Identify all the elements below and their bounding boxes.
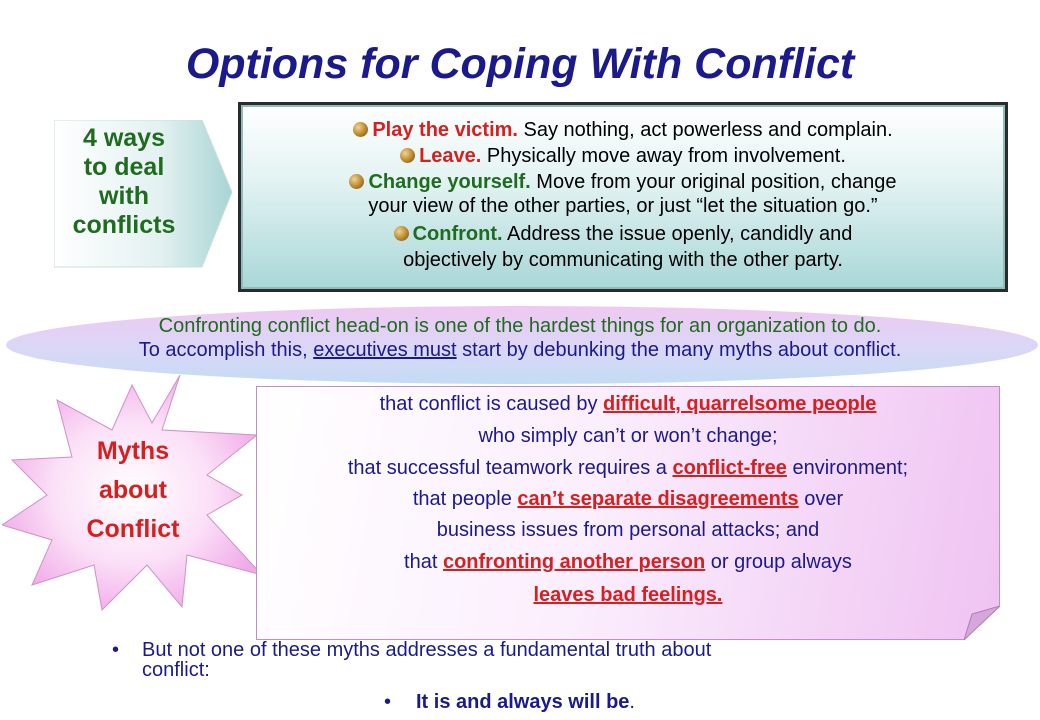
option-text: Move from your original position, change <box>530 171 897 193</box>
myth-line-5: business issues from personal attacks; and <box>436 519 820 541</box>
myth-line-6 <box>256 547 1000 577</box>
myth-line-7 <box>256 580 1000 610</box>
option-leave <box>238 144 1008 168</box>
myths-label-line: about <box>98 476 168 504</box>
banner-line-2 <box>0 338 1040 362</box>
myth-highlight: leaves bad feelings. <box>533 584 723 606</box>
option-change-yourself-cont: your view of the other parties, or just “let the situation go.” <box>368 195 878 217</box>
myth-text: that people <box>412 488 518 510</box>
myth-highlight: confronting another person <box>442 551 706 573</box>
banner-line-1: Confronting conflict head-on is one of the hardest things for an organization to do. <box>158 315 882 337</box>
myths-label-line: Myths <box>96 437 170 465</box>
ways-label-line: 4 ways <box>82 124 165 152</box>
bottom-text-2: It is and always will be <box>416 691 630 713</box>
option-play-victim <box>238 118 1008 142</box>
option-head: Leave. <box>419 145 482 167</box>
myth-text: environment; <box>786 457 909 479</box>
myth-text: that <box>404 551 443 573</box>
bullet-icon <box>349 174 364 189</box>
option-change-yourself <box>238 170 1008 194</box>
bottom-text-2-end: . <box>629 691 635 713</box>
ways-label-line: conflicts <box>72 211 176 239</box>
ways-label <box>54 124 194 240</box>
myth-line-2: who simply can’t or won’t change; <box>478 425 778 447</box>
bullet-dot: • <box>112 639 120 661</box>
myth-text: or group always <box>705 551 852 573</box>
myths-label-line: Conflict <box>86 515 180 543</box>
bullet-icon <box>353 122 368 137</box>
bullet-icon <box>400 148 415 163</box>
banner-text-part: To accomplish this, <box>138 339 314 361</box>
bottom-text-1b: conflict: <box>142 659 210 681</box>
myth-highlight: difficult, quarrelsome people <box>603 393 877 415</box>
myths-label <box>58 432 208 549</box>
option-text: Address the issue openly, candidly and <box>502 223 853 245</box>
ways-label-line: with <box>99 182 149 210</box>
banner-underlined: executives must <box>313 339 457 361</box>
bottom-bullet-1 <box>112 640 912 680</box>
option-head: Confront. <box>412 223 503 245</box>
option-confront <box>238 222 1008 246</box>
myth-line-4 <box>256 484 1000 514</box>
ways-label-line: to deal <box>83 153 165 181</box>
option-head: Play the victim. <box>372 119 518 141</box>
banner-text-part: start by debunking the many myths about conflict. <box>456 339 902 361</box>
page-curl <box>964 606 1000 640</box>
bullet-icon <box>394 226 409 241</box>
myth-line-3 <box>256 453 1000 483</box>
option-text: Say nothing, act powerless and complain. <box>517 119 893 141</box>
slide-title: Options for Coping With Conflict <box>185 40 855 88</box>
myth-line-1 <box>256 389 1000 419</box>
banner-text <box>0 314 1040 362</box>
option-head: Change yourself. <box>368 171 531 193</box>
bottom-text-1: But not one of these myths addresses a fundamental truth about <box>142 639 712 661</box>
option-confront-cont: objectively by communicating with the other party. <box>403 249 843 271</box>
option-text: Physically move away from involvement. <box>481 145 846 167</box>
bullet-dot: • <box>384 691 392 713</box>
myth-highlight: can’t separate disagreements <box>517 488 799 510</box>
myth-highlight: conflict-free <box>672 457 787 479</box>
myth-text: over <box>798 488 844 510</box>
myth-text: that successful teamwork requires a <box>347 457 673 479</box>
myth-text: that conflict is caused by <box>379 393 604 415</box>
bottom-bullet-2 <box>384 690 635 714</box>
